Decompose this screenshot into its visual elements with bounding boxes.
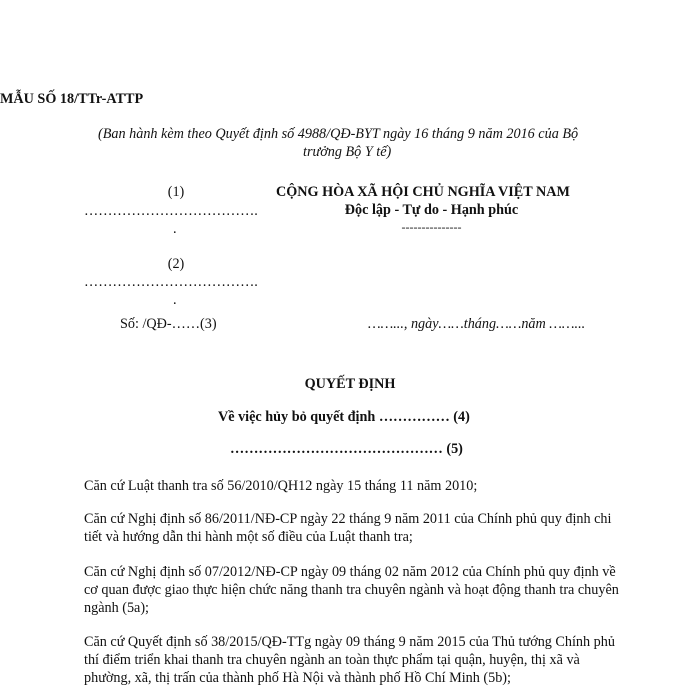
legal-basis-2: Căn cứ Nghị định số 86/2011/NĐ-CP ngày 22 tháng 9 năm 2011 của Chính phủ quy định chi tiết và hướng dẫn thi hành một số điều của Luật thanh tra;	[84, 511, 612, 545]
agency-dot-2: .	[173, 292, 177, 308]
form-code: MẪU SỐ 18/TTr-ATTP	[0, 91, 144, 107]
agency-dot-1: .	[173, 221, 177, 237]
national-motto: Độc lập - Tự do - Hạnh phúc	[344, 202, 519, 218]
legal-basis-4: Căn cứ Quyết định số 38/2015/QĐ-TTg ngày 09 tháng 9 năm 2015 của Thủ tướng Chính phủ thí điểm triển khai thanh tra chuyên ngành an toàn thực phẩm tại quận, huyện, thị xã và phường, xã, thị trấn của thành phố Hà Nội và thành phố Hồ Chí Minh (5b);	[84, 634, 615, 686]
agency-marker-2: (2)	[167, 256, 185, 272]
decision-title: QUYẾT ĐỊNH	[304, 376, 396, 392]
issuance-note-line2: trưởng Bộ Y tế)	[303, 144, 392, 160]
issuance-note-line1: (Ban hành kèm theo Quyết định số 4988/QĐ-BYT ngày 16 tháng 9 năm 2016 của Bộ	[98, 126, 579, 142]
decision-subject: Về việc hủy bỏ quyết định …………… (4)	[218, 409, 470, 425]
agency-dots-1: ……………………………….	[84, 203, 258, 219]
legal-basis-1: Căn cứ Luật thanh tra số 56/2010/QH12 ngày 15 tháng 11 năm 2010;	[84, 478, 478, 494]
date-place-line: ……..., ngày……tháng……năm ……...	[368, 316, 586, 332]
country-name: CỘNG HÒA XÃ HỘI CHỦ NGHĨA VIỆT NAM	[276, 184, 570, 200]
document-number: Số: /QĐ-……(3)	[120, 316, 217, 332]
agency-marker-1: (1)	[167, 184, 185, 200]
legal-basis-3: Căn cứ Nghị định số 07/2012/NĐ-CP ngày 09 tháng 02 năm 2012 của Chính phủ quy định về cơ quan được giao thực hiện chức năng thanh tra chuyên ngành và hoạt động thanh tra chuyên ngành (5a);	[84, 564, 619, 616]
motto-underline: ---------------	[401, 220, 462, 234]
agency-dots-2: ……………………………….	[84, 274, 258, 290]
issuing-authority: ……………………………………… (5)	[230, 441, 463, 457]
